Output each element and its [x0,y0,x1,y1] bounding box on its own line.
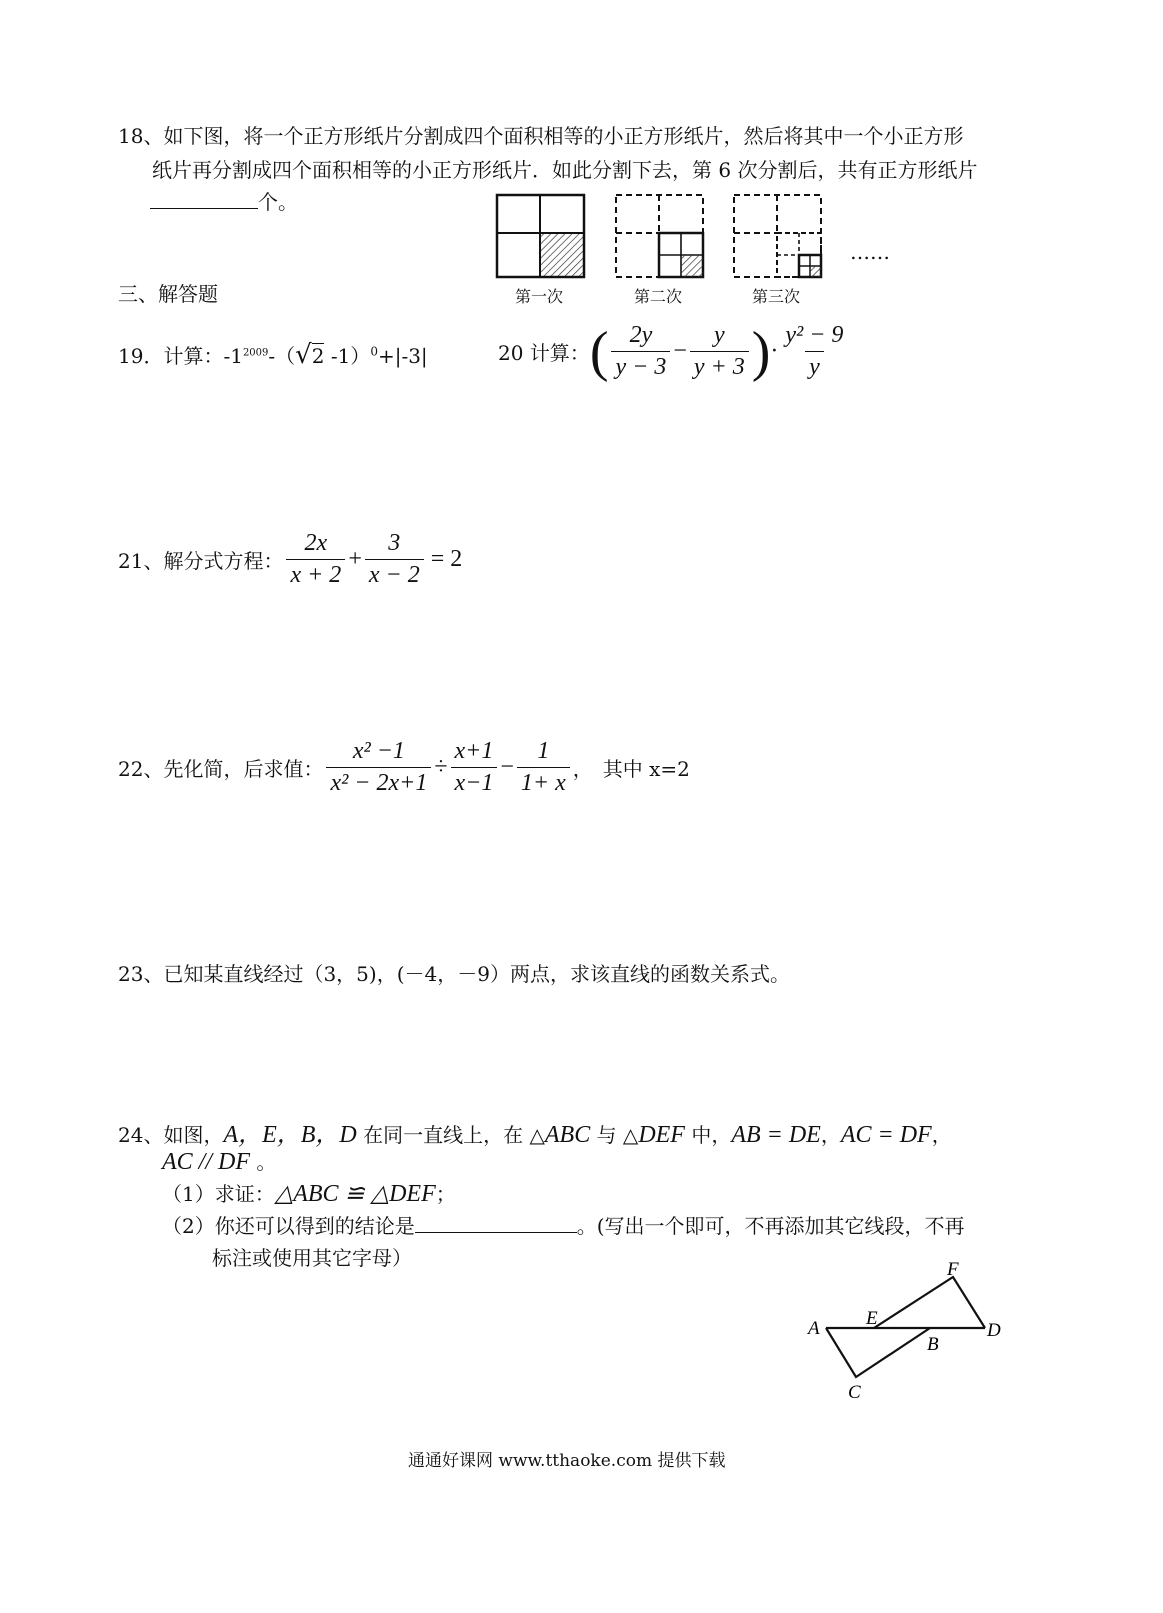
q20-frac1 [611,322,670,381]
label-a: A [808,1318,820,1339]
q18-line3 [150,186,298,215]
q18-line2: 纸片再分割成四个面积相等的小正方形纸片．如此分割下去，第 6 次分割后，共有正方形纸片 [152,158,978,182]
label-d: D [987,1320,1001,1341]
q24-line2-end: 。 [250,1150,277,1174]
q21-frac1 [286,530,345,589]
q20-frac2-num: y [713,322,725,348]
q20-frac3 [781,322,847,381]
q24-part1-label: （1）求证： [162,1182,275,1206]
q18-line3-suffix: 个。 [258,190,298,214]
q21 [118,530,462,589]
q24-part2 [162,1210,965,1239]
sqrt-icon: √ [295,340,312,370]
q22-tail: ， 其中 x=2 [572,757,690,781]
q22-divide: ÷ [434,754,448,780]
q20-frac1-num: 2y [629,322,653,348]
q21-plus: + [348,546,362,572]
left-paren: ( [589,320,609,383]
q24-part1-end: ； [435,1182,456,1206]
q23: 23、已知某直线经过（3，5)，(－4，－9）两点，求该直线的函数关系式。 [118,962,790,986]
q24-parallel: AC // DF [162,1149,250,1175]
q19-base: -1 [223,344,243,368]
q20-frac3-den: y [805,351,824,381]
q24-text-d: 中， [684,1123,732,1147]
q20-frac2 [690,322,749,381]
q22 [118,738,690,797]
footer-text: 通通好课网 www.tthaoke.com 提供下载 [408,1451,726,1471]
q19-exponent: 2009 [242,347,269,359]
q24-line1 [118,1114,952,1149]
label-f: F [947,1259,959,1280]
q24-part2-label: （2）你还可以得到的结论是 [162,1214,415,1238]
q22-minus: − [500,754,514,780]
q19-radicand: 2 [311,344,325,368]
label-b: B [927,1334,939,1355]
q24-intro: 24、如图， [118,1123,224,1147]
answer-blank-2[interactable] [415,1214,577,1233]
q22-frac3-num: 1 [537,738,550,764]
q24-part1 [162,1178,456,1208]
square-second [616,195,703,277]
q24-comma2: ， [931,1123,952,1147]
q21-frac1-den: x + 2 [286,559,345,589]
label-c: C [848,1382,861,1403]
triangle-def [874,1277,985,1328]
q22-frac2 [451,738,498,797]
q22-frac3-den: 1+ x [517,767,570,797]
q24-line2 [162,1146,276,1176]
q20-minus: − [673,338,687,364]
q22-frac2-num: x+1 [454,738,494,764]
q24-part2-after: 。(写出一个即可，不再添加其它线段，不再 [576,1214,965,1238]
q21-frac1-num: 2x [304,530,328,556]
q19-part1: -（ [268,344,296,368]
q18-line1: 18、如下图，将一个正方形纸片分割成四个面积相等的小正方形纸片，然后将其中一个小正方形 [118,124,964,148]
caption-third: 第三次 [752,287,801,306]
q24-part1-expr: △ABC ≌ △DEF [274,1181,436,1207]
q24-eq2: AC = DF [840,1122,932,1148]
q20-frac2-den: y + 3 [690,351,749,381]
q19-part2: -1） [324,344,371,368]
square-third [734,195,821,277]
q22-frac1-num: x² −1 [352,738,405,764]
q19-part3: +|-3| [377,344,428,368]
q22-label: 22、先化简，后求值： [118,757,324,781]
q21-frac2-num: 3 [388,530,401,556]
square-first [497,195,584,277]
q24-points: A，E，B，D [223,1122,357,1148]
q20-frac3-num: y² − 9 [785,322,844,348]
q19-zero-exponent: 0 [370,344,378,359]
q19 [118,340,428,370]
triangle-figure [800,1258,1030,1408]
right-paren: ) [751,320,771,383]
q20 [498,322,850,381]
q22-frac1 [326,738,431,797]
q20-label: 20 计算： [498,341,590,365]
q20-frac1-den: y − 3 [611,351,670,381]
q24-text-b: 在同一直线上，在 △ [356,1123,545,1147]
q22-frac1-den: x² − 2x+1 [326,767,431,797]
q22-frac3 [517,738,570,797]
q21-label: 21、解分式方程： [118,549,284,573]
q24-triangle-abc: ABC [544,1122,591,1148]
caption-first: 第一次 [515,287,564,306]
figure-ellipsis: …… [850,240,890,264]
q24-eq1: AB = DE [731,1122,821,1148]
q24-triangle-def: DEF [638,1122,685,1148]
q21-frac2-den: x − 2 [365,559,424,589]
answer-blank[interactable] [150,190,258,209]
label-e: E [866,1308,878,1329]
triangle-abc [826,1328,930,1377]
q21-rhs: = 2 [430,546,463,572]
q21-frac2 [365,530,424,589]
q22-frac2-den: x−1 [451,767,498,797]
section-title: 三、解答题 [118,282,218,306]
q24-text-c: 与 △ [590,1123,639,1147]
q19-label: 19．计算： [118,344,224,368]
q24-comma1: ， [820,1123,841,1147]
q20-dot: · [770,338,779,364]
caption-second: 第二次 [634,287,683,306]
q24-part2-line2: 标注或使用其它字母） [212,1246,412,1270]
